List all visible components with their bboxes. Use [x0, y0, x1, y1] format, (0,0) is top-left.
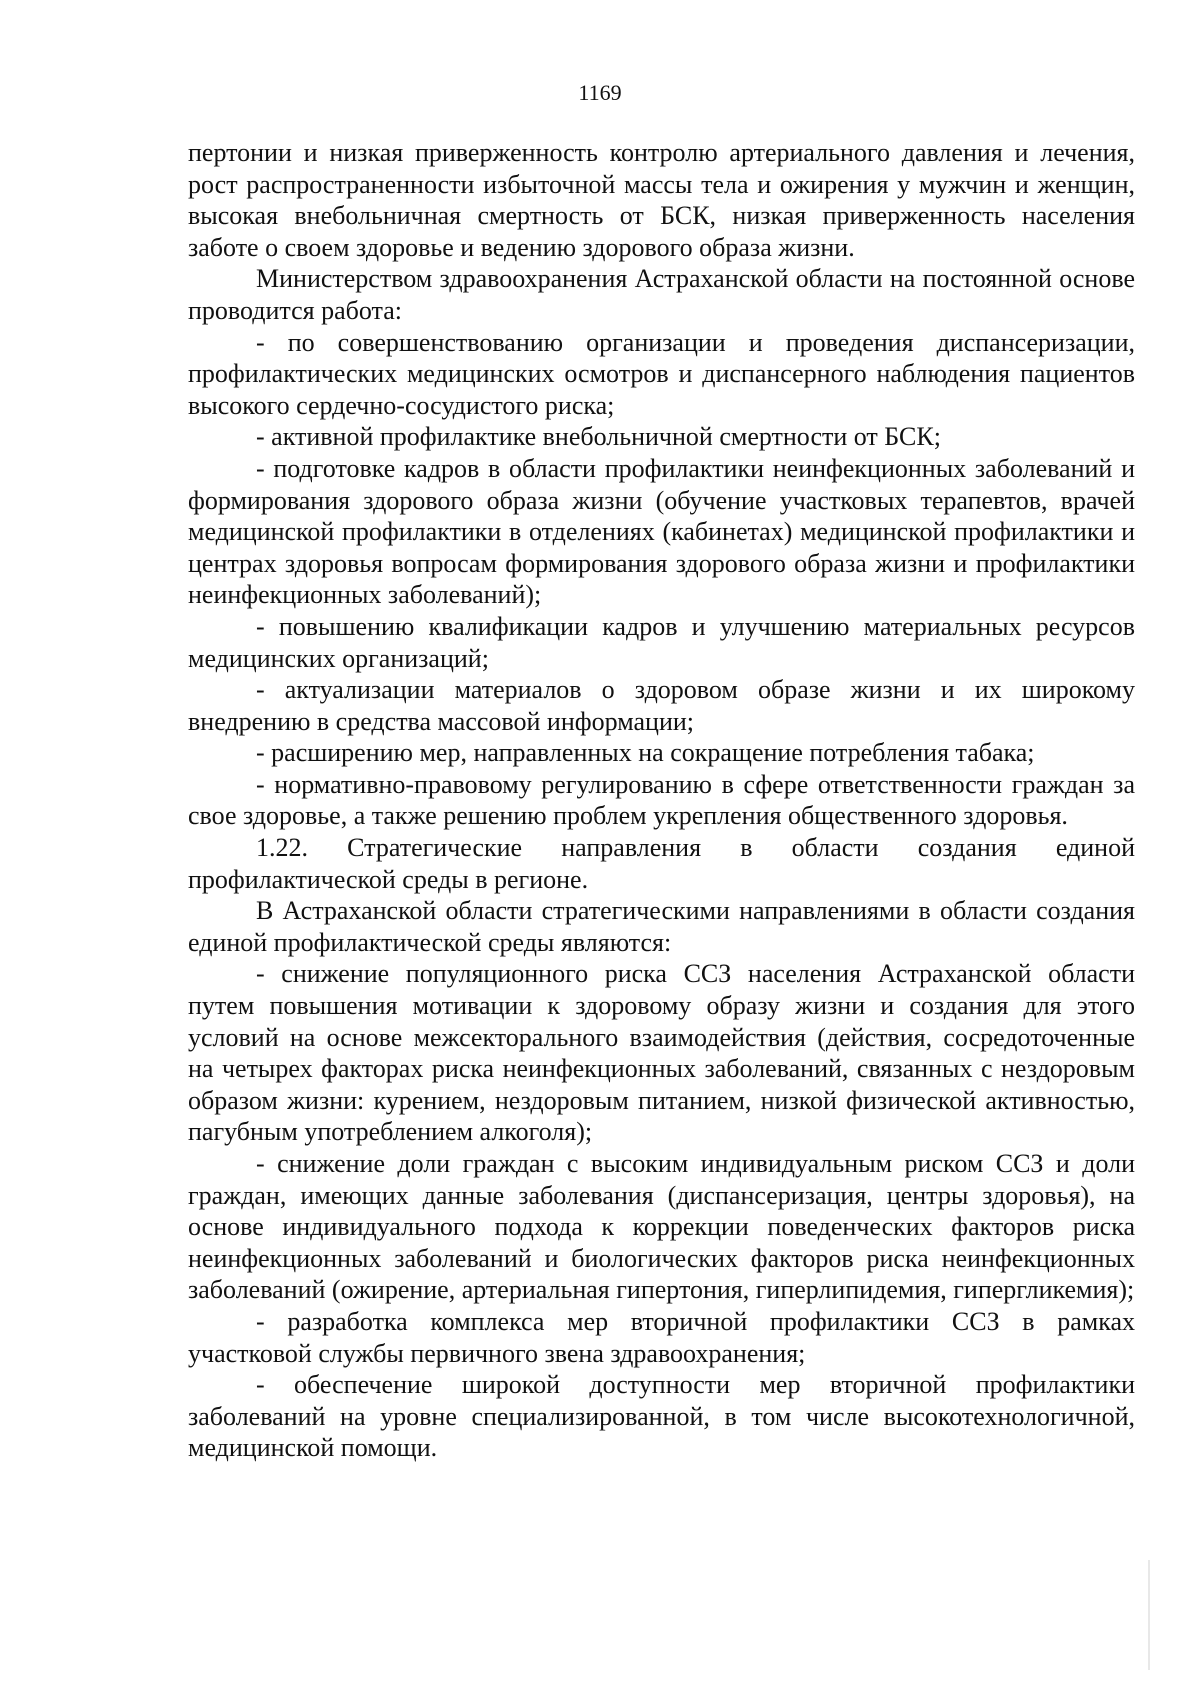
list-item: - повышению квалификации кадров и улучшению материальных ресурсов медицинских организаций; — [188, 611, 1135, 673]
paragraph-continuation: пертонии и низкая приверженность контролю артериального давления и лечения, рост распространенности избыточной массы тела и ожирения у мужчин и женщин, высокая внебольничная смертность от БСК, низкая приверженность населения заботе о своем здоровье и ведению здорового образа жизни. — [188, 138, 1135, 262]
list-item: - разработка комплекса мер вторичной профилактики ССЗ в рамках участковой службы первичного звена здравоохранения; — [188, 1306, 1135, 1368]
document-body — [188, 137, 1135, 1464]
page-number: 1169 — [578, 80, 622, 105]
list-item: - активной профилактике внебольничной смертности от БСК; — [256, 422, 941, 452]
list-item: - нормативно-правовому регулированию в сфере ответственности граждан за свое здоровье, а также решению проблем укрепления общественного здоровья. — [188, 769, 1135, 831]
scan-artifact — [1148, 1560, 1150, 1670]
list-item: - по совершенствованию организации и проведения диспансеризации, профилактических медицинских осмотров и диспансерного наблюдения пациентов высокого сердечно-сосудистого риска; — [188, 327, 1135, 420]
list-item: - расширению мер, направленных на сокращение потребления табака; — [256, 738, 1035, 768]
list-item: - снижение популяционного риска ССЗ населения Астраханской области путем повышения мотивации к здоровому образу жизни и создания для этого условий на основе межсекторального взаимодействия (действия, сосредоточенные на четырех факторах риска неинфекционных заболеваний, связанных с нездоровым образом жизни: курением, нездоровым питанием, низкой физической активностью, пагубным употреблением алкоголя); — [188, 959, 1135, 1147]
paragraph-strategy-intro: В Астраханской области стратегическими направлениями в области создания единой профилактической среды являются: — [188, 896, 1135, 957]
list-item: - обеспечение широкой доступности мер вторичной профилактики заболеваний на уровне специализированной, в том числе высокотехнологичной, медицинской помощи. — [188, 1370, 1135, 1463]
list-item: - снижение доли граждан с высоким индивидуальным риском ССЗ и доли граждан, имеющих данные заболевания (диспансеризация, центры здоровья), на основе индивидуального подхода к коррекции поведенческих факторов риска неинфекционных заболеваний и биологических факторов риска неинфекционных заболеваний (ожирение, артериальная гипертония, гиперлипидемия, гипергликемия); — [188, 1149, 1135, 1305]
list-item: - подготовке кадров в области профилактики неинфекционных заболеваний и формирования здорового образа жизни (обучение участковых терапевтов, врачей медицинской профилактики в отделениях (кабинетах) медицинской профилактики и центрах здоровья вопросам формирования здорового образа жизни и профилактики неинфекционных заболеваний); — [188, 453, 1135, 610]
section-heading: 1.22. Стратегические направления в области создания единой профилактической среды в регионе. — [188, 833, 1135, 894]
paragraph-ministry-intro: Министерством здравоохранения Астраханской области на постоянной основе проводится работа: — [188, 264, 1135, 325]
list-item: - актуализации материалов о здоровом образе жизни и их широкому внедрению в средства массовой информации; — [188, 675, 1135, 736]
